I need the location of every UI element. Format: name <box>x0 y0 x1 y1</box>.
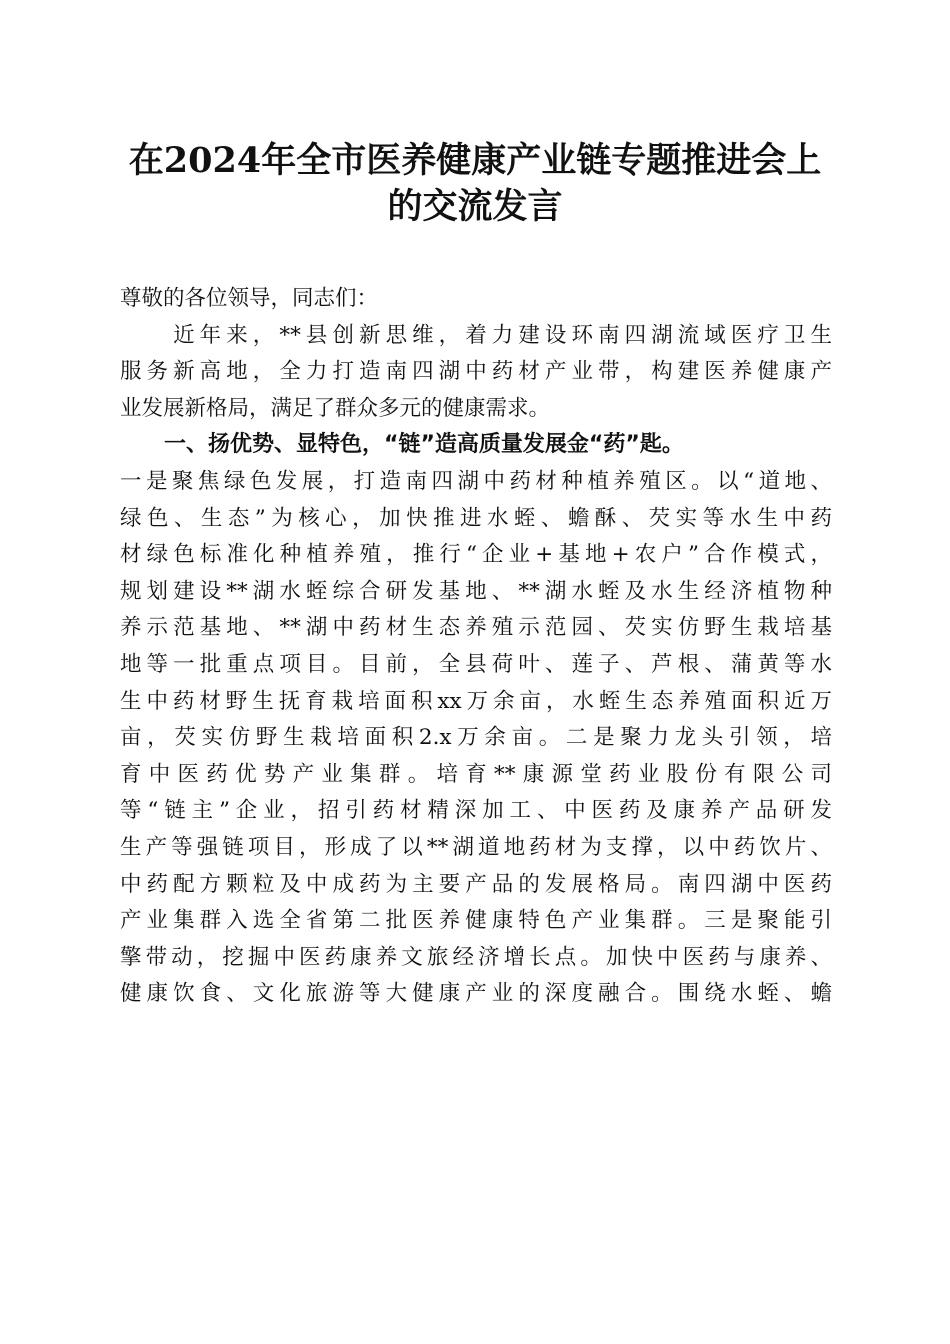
paragraph-line: 生产等强链项目，形成了以**湖道地药材为支撑，以中药饮片、 <box>120 834 832 860</box>
paragraph-line: 绿色、生态”为核心，加快推进水蛭、蟾酥、芡实等水生中药 <box>120 505 832 531</box>
paragraph-line: 材绿色标准化种植养殖，推行“企业+基地+农户”合作模式， <box>120 542 832 568</box>
salutation: 尊敬的各位领导，同志们： <box>120 286 379 311</box>
paragraph-line: 等“链主”企业，招引药材精深加工、中医药及康养产品研发 <box>120 798 832 824</box>
paragraph-line: 产业集群入选全省第二批医养健康特色产业集群。三是聚能引 <box>120 908 832 934</box>
document-body <box>120 281 832 1013</box>
paragraph-line: 地等一批重点项目。目前，全县荷叶、莲子、芦根、蒲黄等水 <box>120 651 832 677</box>
paragraph-line: 规划建设**湖水蛭综合研发基地、**湖水蛭及水生经济植物种 <box>120 578 832 604</box>
paragraph-line: 养示范基地、**湖中药材生态养殖示范园、芡实仿野生栽培基 <box>120 615 832 641</box>
section-heading: 一、扬优势、显特色，“链”造高质量发展金“药”匙。 <box>120 432 684 458</box>
paragraph-line: 中药配方颗粒及中成药为主要产品的发展格局。南四湖中医药 <box>120 871 832 897</box>
title-line-2: 的交流发言 <box>387 186 563 227</box>
paragraph-line: 亩，芡实仿野生栽培面积2.x万余亩。二是聚力龙头引领，培 <box>120 725 832 751</box>
paragraph-line: 健康饮食、文化旅游等大健康产业的深度融合。围绕水蛭、蟾 <box>120 981 832 1007</box>
document-title <box>100 138 850 230</box>
paragraph-line: 生中药材野生抚育栽培面积xx万余亩，水蛭生态养殖面积近万 <box>120 688 832 714</box>
paragraph-line: 业发展新格局，满足了群众多元的健康需求。 <box>120 395 551 421</box>
paragraph-line: 一是聚焦绿色发展，打造南四湖中药材种植养殖区。以“道地、 <box>120 468 832 494</box>
paragraph-line: 近年来，**县创新思维，着力建设环南四湖流域医疗卫生 <box>120 322 832 348</box>
paragraph-line: 擎带动，挖掘中医药康养文旅经济增长点。加快中医药与康养、 <box>120 944 832 970</box>
paragraph-line: 服务新高地，全力打造南四湖中药材产业带，构建医养健康产 <box>120 359 832 385</box>
title-line-1: 在2024年全市医养健康产业链专题推进会上 <box>128 140 822 181</box>
paragraph-line: 育中医药优势产业集群。培育**康源堂药业股份有限公司 <box>120 761 832 787</box>
